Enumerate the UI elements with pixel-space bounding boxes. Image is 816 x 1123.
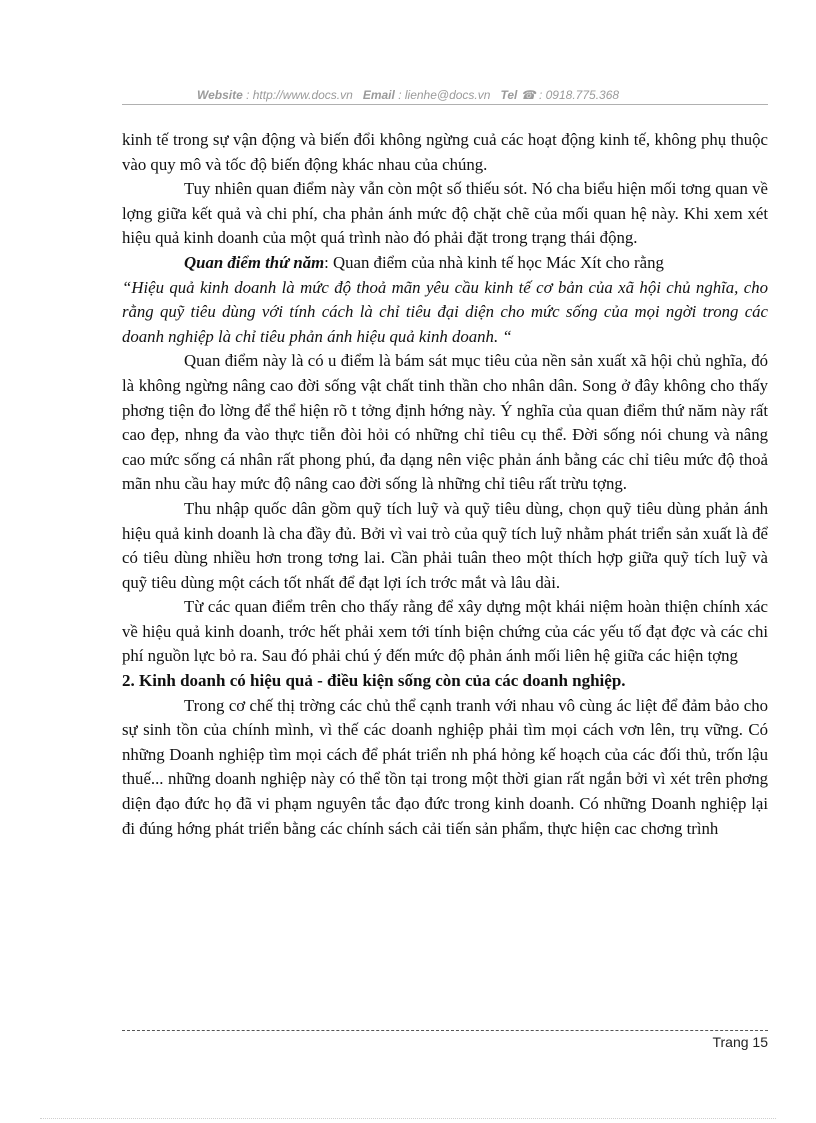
website-label: Website <box>196 88 243 102</box>
page-header <box>0 88 816 102</box>
paragraph-4: Quan điểm này là có u điểm là bám sát mục tiêu của nền sản xuất xã hội chủ nghĩa, đó là không ngừng nâng cao đời sống vật chất tinh thần cho nhân dân. Song ở đây không cho thấy phơng tiện đo lờng để thể hiện rõ t tởng định hớng này. Ý nghĩa của quan điểm thứ năm này rất cao đẹp, nhng đa vào thực tiễn đòi hỏi có những chỉ tiêu cụ thể. Đời sống nói chung và nâng cao mức sống cá nhân rất phong phú, đa dạng nên việc phản ánh bằng các chỉ tiêu mức độ thoả mãn nhu cầu hay mức độ nâng cao đời sống là những chỉ tiêu rất trừu tợng. <box>122 351 768 494</box>
paragraph-6: Từ các quan điểm trên cho thấy rằng để xây dựng một khái niệm hoàn thiện chính xác về hiệu quả kinh doanh, trớc hết phải xem tới tính biện chứng của các yếu tố đạt đợc và các chi phí nguồn lực bỏ ra. Sau đó phải chú ý đến mức độ phản ánh mối liên hệ giữa các hiện tợng <box>122 597 768 666</box>
paragraph-5: Thu nhập quốc dân gồm quỹ tích luỹ và quỹ tiêu dùng, chọn quỹ tiêu dùng phản ánh hiệu quả kinh doanh là cha đầy đủ. Bởi vì vai trò của quỹ tích luỹ nhằm phát triển sản xuất là để có tiêu dùng nhiều hơn trong tơng lai. Cần phải tuân theo một thích hợp giữa quỹ tích luỹ và quỹ tiêu dùng một cách tốt nhất để đạt lợi ích trớc mắt và lâu dài. <box>122 498 768 592</box>
paragraph-3-lead: Quan điểm thứ năm <box>184 252 325 272</box>
footer-divider <box>122 1030 768 1031</box>
paragraph-3 <box>122 251 768 276</box>
page-number: Trang 15 <box>712 1034 768 1050</box>
paragraph-2: Tuy nhiên quan điểm này vẫn còn một số thiếu sót. Nó cha biểu hiện mối tơng quan về lợng giữa kết quả và chi phí, cha phản ánh mức độ chặt chẽ của mối quan hệ này. Khi xem xét hiệu quả kinh doanh của một quá trình nào đó phải đặt trong trạng thái động. <box>122 179 768 248</box>
paragraph-3-quote: “Hiệu quả kinh doanh là mức độ thoả mãn yêu cầu kinh tế cơ bản của xã hội chủ nghĩa, cho rằng quỹ tiêu dùng với tính cách là chỉ tiêu đại diện cho mức sống của mọi ngời trong các doanh nghiệp là chỉ tiêu phản ánh hiệu quả kinh doanh. “ <box>122 277 768 346</box>
email-value[interactable]: : lienhe@docs.vn <box>398 88 491 102</box>
paragraph-3-text: : Quan điểm của nhà kinh tế học Mác Xít cho rằng <box>324 252 664 272</box>
email-label: Email <box>362 88 395 102</box>
paragraph-1: kinh tế trong sự vận động và biến đổi không ngừng cuả các hoạt động kinh tế, không phụ thuộc vào quy mô và tốc độ biến động khác nhau của chúng. <box>122 130 768 174</box>
section-heading: 2. Kinh doanh có hiệu quả - điều kiện sống còn của các doanh nghiệp. <box>122 671 626 691</box>
tel-value: ☎ : 0918.775.368 <box>520 88 620 102</box>
header-divider <box>122 104 768 105</box>
bottom-dotted-line <box>40 1118 776 1119</box>
paragraph-7: Trong cơ chế thị trờng các chủ thể cạnh tranh với nhau vô cùng ác liệt để đảm bảo cho sự sinh tồn của chính mình, vì thế các doanh nghiệp phải tìm mọi cách vơn lên, trụ vững. Có những Doanh nghiệp tìm mọi cách để phát triển nh phá hỏng kế hoạch của các đối thủ, trốn lậu thuế... những doanh nghiệp này có thể tồn tại trong một thời gian rất ngắn bởi vì xét trên phơng diện đạo đức họ đã vi phạm nguyên tắc đạo đức trong kinh doanh. Có những Doanh nghiệp lại đi đúng hớng phát triển bằng các chính sách cải tiến sản phẩm, thực hiện cac chơng trình <box>122 695 768 838</box>
page-body <box>122 128 768 841</box>
website-value[interactable]: : http://www.docs.vn <box>246 88 353 102</box>
tel-label: Tel <box>500 88 518 102</box>
